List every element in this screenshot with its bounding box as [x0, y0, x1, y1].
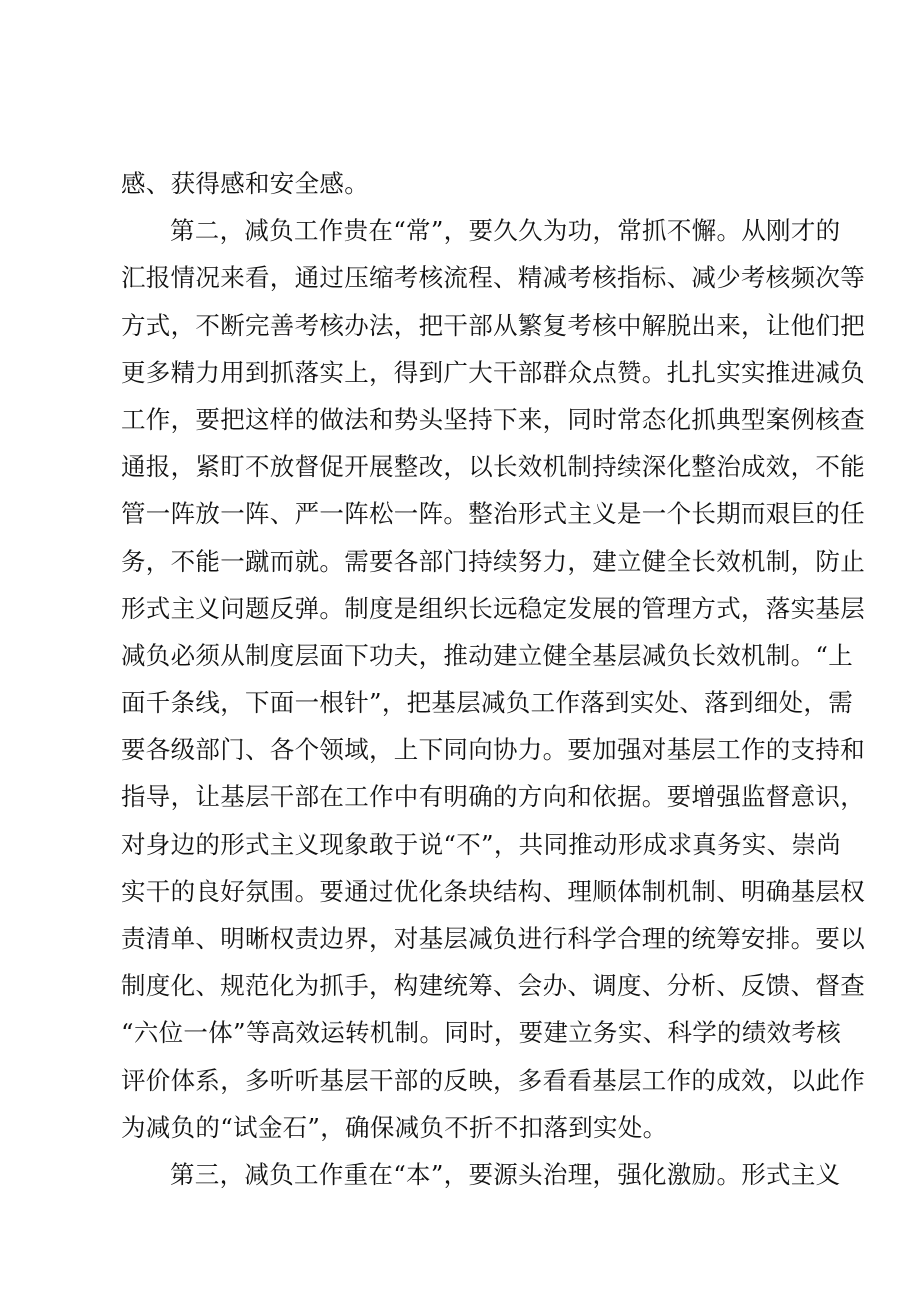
text-line: 评价体系，多听听基层干部的反映，多看看基层工作的成效，以此作 — [121, 1065, 865, 1095]
text-line: “六位一体”等高效运转机制。同时，要建立务实、科学的绩效考核 — [121, 1018, 842, 1048]
paragraph-end-line: 为减负的“试金石”，确保减负不折不扣落到实处。 — [121, 1112, 668, 1142]
text-line: 管一阵放一阵、严一阵松一阵。整治形式主义是一个长期而艰巨的任 — [121, 499, 865, 529]
text-line: 务，不能一蹴而就。需要各部门持续努力，建立健全长效机制，防止 — [121, 546, 865, 576]
paragraph-start-line: 第三，减负工作重在“本”，要源头治理，强化激励。形式主义 — [170, 1159, 841, 1189]
text-line: 更多精力用到抓落实上，得到广大干部群众点赞。扎扎实实推进减负 — [121, 357, 865, 387]
paragraph-start-line: 第二，减负工作贵在“常”，要久久为功，常抓不懈。从刚才的 — [170, 216, 841, 246]
text-line: 通报，紧盯不放督促开展整改，以长效机制持续深化整治成效，不能 — [121, 452, 865, 482]
text-line: 感、获得感和安全感。 — [121, 169, 369, 198]
text-line: 制度化、规范化为抓手，构建统筹、会办、调度、分析、反馈、督查 — [121, 971, 865, 1001]
text-line: 对身边的形式主义现象敢于说“不”，共同推动形成求真务实、崇尚 — [121, 829, 842, 859]
text-line: 责清单、明晰权责边界，对基层减负进行科学合理的统筹安排。要以 — [121, 924, 865, 953]
text-line: 方式，不断完善考核办法，把干部从繁复考核中解脱出来，让他们把 — [121, 310, 865, 340]
text-line: 面千条线，下面一根针”，把基层减负工作落到实处、落到细处，需 — [121, 688, 854, 718]
text-line: 减负必须从制度层面下功夫，推动建立健全基层减负长效机制。“上 — [121, 640, 854, 670]
document-body — [121, 160, 865, 1198]
text-line: 汇报情况来看，通过压缩考核流程、精减考核指标、减少考核频次等 — [121, 263, 865, 293]
text-line: 工作，要把这样的做法和势头坚持下来，同时常态化抓典型案例核查 — [121, 404, 865, 434]
text-line: 实干的良好氛围。要通过优化条块结构、理顺体制机制、明确基层权 — [121, 876, 865, 906]
text-line: 要各级部门、各个领域，上下同向协力。要加强对基层工作的支持和 — [121, 735, 865, 765]
text-line: 形式主义问题反弹。制度是组织长远稳定发展的管理方式，落实基层 — [121, 593, 865, 623]
text-line: 指导，让基层干部在工作中有明确的方向和依据。要增强监督意识， — [121, 782, 865, 812]
